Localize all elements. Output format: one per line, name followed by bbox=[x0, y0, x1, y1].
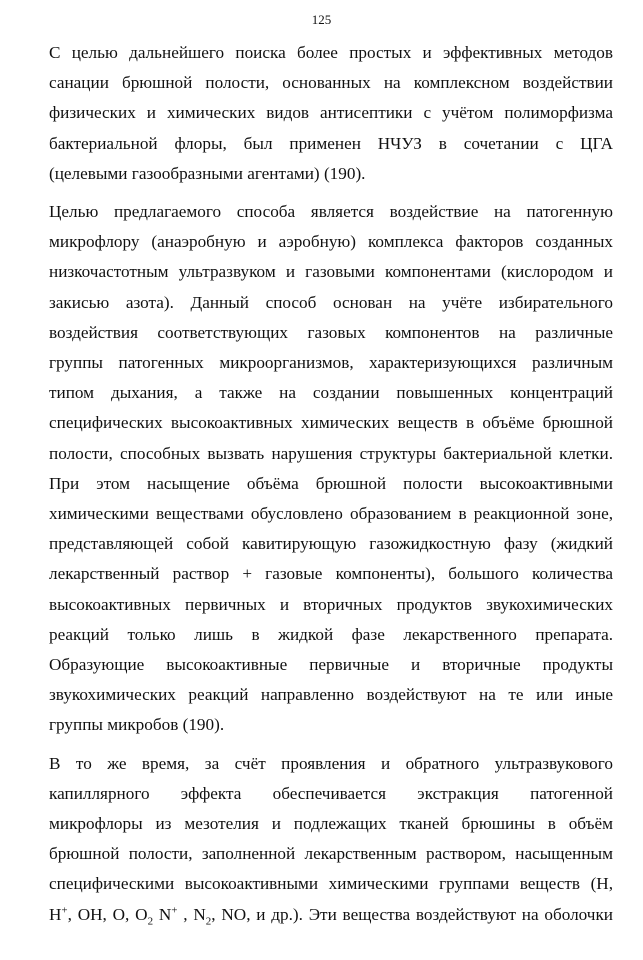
paragraph-line: В то же время, за счёт проявления и обратного ультразвукового bbox=[49, 753, 613, 773]
paragraph-line: звукохимических реакций направленно воздействуют на те или иные bbox=[49, 685, 613, 705]
paragraph-line: специфическими высокоактивными химическими группами веществ (Н, bbox=[49, 874, 613, 894]
paragraph-line: бактериальной флоры, был применен НЧУЗ в сочетании с ЦГА bbox=[49, 133, 613, 153]
paragraph-line: Целью предлагаемого способа является воздействие на патогенную bbox=[49, 202, 613, 222]
paragraph-line: закисью азота). Данный способ основан на учёте избирательного bbox=[49, 292, 613, 312]
paragraph-line: физических и химических видов антисептики с учётом полиморфизма bbox=[49, 103, 613, 123]
formula-line bbox=[30, 900, 613, 930]
paragraph-line: микрофлору (анаэробную и аэробную) комплекса факторов созданных bbox=[49, 232, 613, 252]
paragraph-line: Образующие высокоактивные первичные и вторичные продукты bbox=[49, 655, 613, 675]
formula-text: , NO, и др.). Эти вещества воздействуют на оболочки bbox=[211, 904, 613, 924]
formula-subscript-2: 2 bbox=[147, 915, 154, 928]
formula-subscript-2: 2 bbox=[205, 915, 212, 928]
paragraph-line: (целевыми газообразными агентами) (190). bbox=[49, 163, 366, 183]
paragraph-line: брюшной полости, заполненной лекарственным раствором, насыщенным bbox=[49, 844, 613, 864]
paragraph-line: высокоактивных первичных и вторичных продуктов звукохимических bbox=[49, 594, 613, 614]
paragraph-line: химическими веществами обусловлено образованием в реакционной зоне, bbox=[49, 504, 613, 524]
paragraph-line: микрофлоры из мезотелия и подлежащих тканей брюшины в объём bbox=[49, 814, 613, 834]
formula-text: , ОН, О, О bbox=[67, 904, 148, 924]
paragraph-line: группы микробов (190). bbox=[49, 715, 225, 735]
document-body bbox=[30, 38, 613, 930]
paragraph-line: санации брюшной полости, основанных на комплексном воздействии bbox=[49, 73, 613, 93]
paragraph-3 bbox=[30, 749, 613, 930]
paragraph-2 bbox=[30, 197, 613, 741]
formula-superscript-plus: + bbox=[61, 903, 68, 916]
paragraph-line: лекарственный раствор + газовые компоненты), большого количества bbox=[49, 564, 613, 584]
paragraph-line: специфических высокоактивных химических веществ в объёме брюшной bbox=[49, 413, 613, 433]
formula-text: , N bbox=[177, 904, 206, 924]
paragraph-line: реакций только лишь в жидкой фазе лекарственного препарата. bbox=[49, 624, 613, 644]
paragraph-line: группы патогенных микроорганизмов, характеризующихся различным bbox=[49, 353, 613, 373]
formula-text: N bbox=[153, 904, 172, 924]
paragraph-line: низкочастотным ультразвуком и газовыми компонентами (кислородом и bbox=[49, 262, 613, 282]
paragraph-line: представляющей собой кавитирующую газожидкостную фазу (жидкий bbox=[49, 534, 613, 554]
paragraph-line: типом дыхания, а также на создании повышенных концентраций bbox=[49, 383, 613, 403]
paragraph-line: С целью дальнейшего поиска более простых и эффективных методов bbox=[49, 43, 613, 62]
formula-superscript-plus: + bbox=[171, 903, 178, 916]
formula-h: Н bbox=[49, 904, 62, 924]
paragraph-line: капиллярного эффекта обеспечивается экстракция патогенной bbox=[49, 783, 613, 803]
paragraph-line: полости, способных вызвать нарушения структуры бактериальной клетки. bbox=[49, 443, 613, 463]
page-number: 125 bbox=[311, 12, 332, 27]
paragraph-line: воздействия соответствующих газовых компонентов на различные bbox=[49, 322, 613, 342]
paragraph-1 bbox=[30, 38, 613, 189]
paragraph-line: При этом насыщение объёма брюшной полости высокоактивными bbox=[49, 473, 613, 493]
